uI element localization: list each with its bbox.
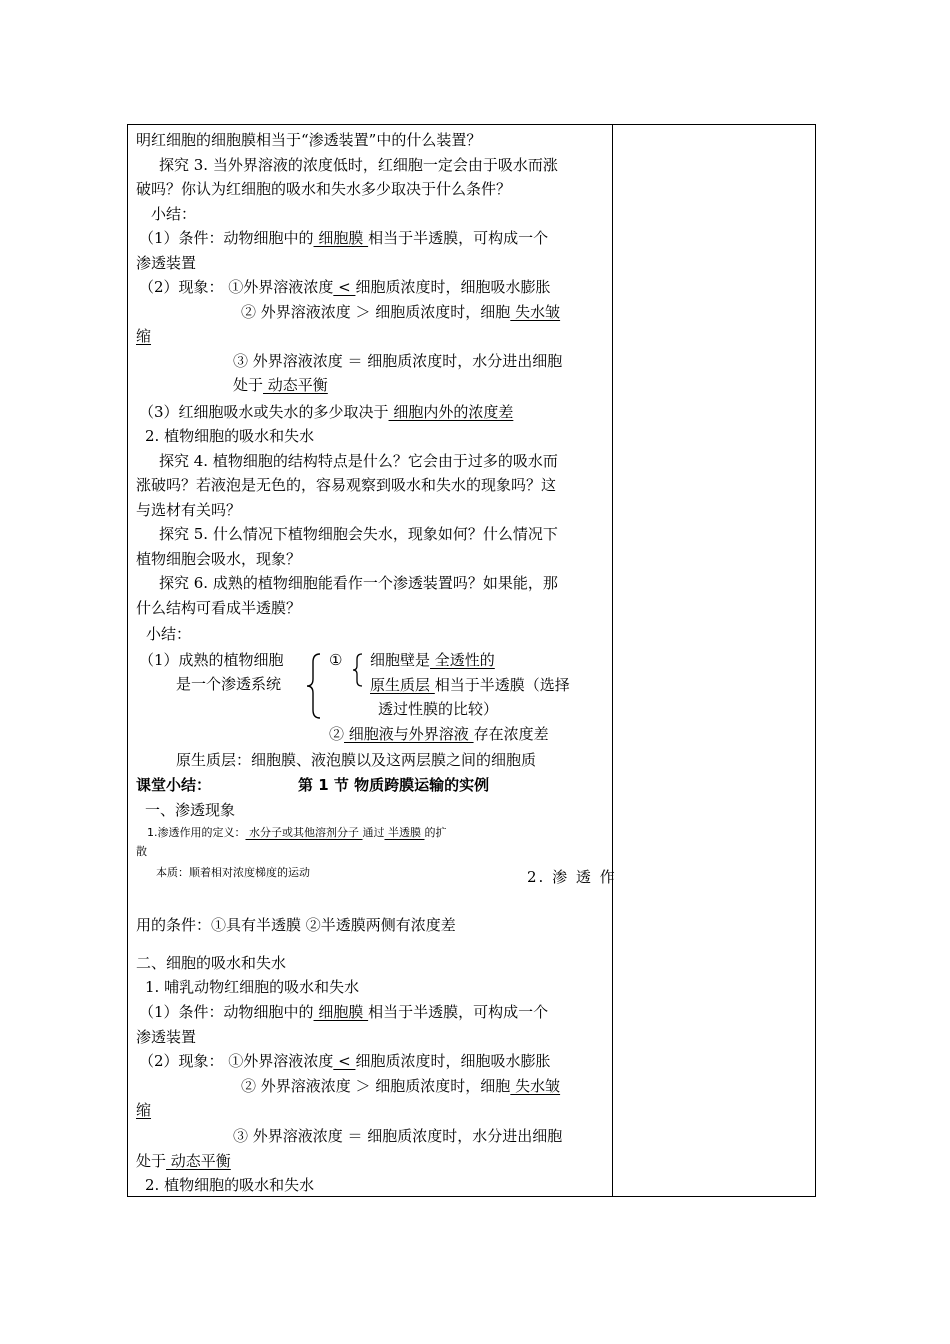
text-span: （1）条件：动物细胞中的 [139, 229, 314, 247]
text-line [136, 1100, 151, 1120]
text-span: 相当于半透膜（选择 [434, 676, 570, 694]
text-span: 细胞壁是 [370, 651, 431, 669]
small-brace-icon [350, 652, 364, 688]
section-title: 第 1 节 物质跨膜运输的实例 [298, 776, 490, 794]
text-line [241, 1076, 560, 1096]
filled-blank: 细胞膜 [313, 229, 369, 247]
text-line [136, 1151, 231, 1171]
small-text-line: 本质：顺着相对浓度梯度的运动 [156, 866, 310, 879]
text-line: 破吗？你认为红细胞的吸水和失水多少取决于什么条件？ [136, 180, 512, 198]
filled-blank: 原生质层 [370, 676, 435, 694]
text-line: 涨破吗？若液泡是无色的，容易观察到吸水和失水的现象吗？这 [136, 476, 557, 494]
text-span: ② 外界溶液浓度 ＞ 细胞质浓度时，细胞 [241, 303, 511, 321]
text-line [329, 724, 549, 744]
text-span: 相当于半透膜，可构成一个 [368, 229, 549, 247]
text-line [139, 277, 550, 297]
filled-blank: 失水皱 [510, 1077, 561, 1095]
text-line: ③ 外界溶液浓度 ＝ 细胞质浓度时，水分进出细胞 [233, 352, 563, 370]
text-line: 是一个渗透系统 [176, 675, 282, 693]
text-span: 通过 [362, 826, 385, 839]
text-span: 处于 [233, 376, 264, 394]
text-span: 细胞质浓度时，细胞吸水膨胀 [355, 1052, 551, 1070]
text-span: 相当于半透膜，可构成一个 [368, 1003, 549, 1021]
text-line: 探究 5. 什么情况下植物细胞会失水，现象如何？什么情况下 [159, 525, 558, 543]
text-line [139, 1002, 548, 1022]
text-line [139, 402, 513, 422]
text-span: 处于 [136, 1152, 167, 1170]
filled-blank: 动态平衡 [166, 1152, 231, 1170]
text-line: 什么结构可看成半透膜？ [136, 599, 302, 617]
text-line: 植物细胞会吸水，现象？ [136, 550, 302, 568]
filled-blank: 缩 [136, 1101, 152, 1119]
text-span: ② 外界溶液浓度 ＞ 细胞质浓度时，细胞 [241, 1077, 511, 1095]
text-line: 2. 渗 透 作 [527, 868, 617, 886]
filled-blank: 缩 [136, 327, 152, 345]
class-summary-label: 课堂小结： [136, 776, 212, 794]
text-line [139, 1051, 550, 1071]
text-line: 用的条件：①具有半透膜 ②半透膜两侧有浓度差 [136, 916, 456, 934]
filled-blank: 细胞液与外界溶液 [344, 725, 474, 743]
text-line: ① [329, 651, 343, 669]
text-span: （3）红细胞吸水或失水的多少取决于 [139, 403, 389, 421]
filled-blank: 细胞内外的浓度差 [388, 403, 514, 421]
text-line [139, 228, 548, 248]
text-span: 存在浓度差 [473, 725, 549, 743]
summary-heading: 小结： [151, 205, 197, 223]
section-heading: 1. 哺乳动物红细胞的吸水和失水 [145, 978, 360, 996]
text-line [370, 650, 495, 670]
section-heading: 二、细胞的吸水和失水 [136, 954, 287, 972]
small-text-line: 散 [136, 845, 147, 858]
text-line: 与选材有关吗？ [136, 501, 242, 519]
small-text-line [147, 826, 447, 840]
text-span: ② [329, 725, 345, 743]
text-line: 原生质层：细胞膜、液泡膜以及这两层膜之间的细胞质 [176, 751, 537, 769]
text-span: 细胞质浓度时，细胞吸水膨胀 [355, 278, 551, 296]
text-span: （2）现象： ①外界溶液浓度 [139, 1052, 334, 1070]
filled-blank: 动态平衡 [263, 376, 328, 394]
text-line: 探究 4. 植物细胞的结构特点是什么？它会由于过多的吸水而 [159, 452, 558, 470]
text-span: （2）现象： ①外界溶液浓度 [139, 278, 334, 296]
large-brace-icon [304, 652, 324, 720]
text-line [233, 375, 328, 395]
column-divider [612, 124, 613, 1197]
text-line [370, 675, 570, 695]
text-span: （1）条件：动物细胞中的 [139, 1003, 314, 1021]
text-line [136, 326, 151, 346]
text-line: 透过性膜的比较） [378, 700, 499, 718]
filled-blank: 细胞膜 [313, 1003, 369, 1021]
summary-heading: 小结： [146, 625, 192, 643]
filled-blank: 水分子或其他溶剂分子 [245, 826, 363, 839]
text-span: 的扩 [424, 826, 447, 839]
text-line: 明红细胞的细胞膜相当于“渗透装置”中的什么装置？ [136, 131, 482, 149]
text-span: 1.渗透作用的定义： [147, 826, 246, 839]
filled-blank: < [333, 278, 356, 296]
text-line: 探究 6. 成熟的植物细胞能看作一个渗透装置吗？如果能，那 [159, 574, 558, 592]
text-line: 探究 3. 当外界溶液的浓度低时，红细胞一定会由于吸水而涨 [159, 156, 558, 174]
section-heading: 一、渗透现象 [145, 801, 236, 819]
section-heading: 2. 植物细胞的吸水和失水 [145, 1176, 315, 1194]
section-heading: 2. 植物细胞的吸水和失水 [145, 427, 315, 445]
text-line [241, 302, 560, 322]
filled-blank: 失水皱 [510, 303, 561, 321]
text-line: （1）成熟的植物细胞 [139, 651, 284, 669]
text-line: ③ 外界溶液浓度 ＝ 细胞质浓度时，水分进出细胞 [233, 1127, 563, 1145]
filled-blank: 全透性的 [430, 651, 495, 669]
text-line: 渗透装置 [136, 254, 197, 272]
filled-blank: 半透膜 [384, 826, 425, 839]
filled-blank: < [333, 1052, 356, 1070]
text-line: 渗透装置 [136, 1028, 197, 1046]
